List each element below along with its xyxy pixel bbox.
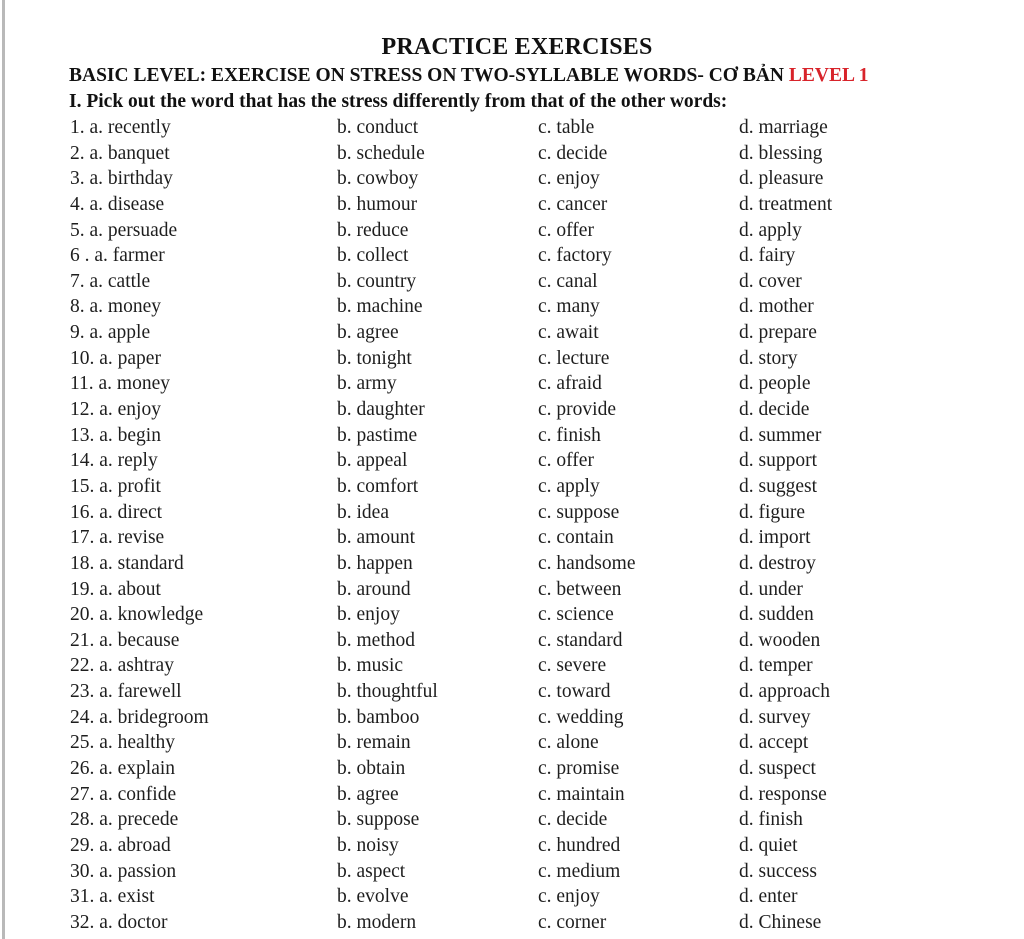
question-row xyxy=(0,705,1024,731)
question-list xyxy=(0,115,1024,936)
option-c: c. promise xyxy=(538,758,620,780)
option-c: c. cancer xyxy=(538,193,608,215)
option-c: c. lecture xyxy=(538,347,610,369)
question-row xyxy=(0,782,1024,808)
option-b: b. noisy xyxy=(337,834,399,856)
option-c: c. standard xyxy=(538,629,623,651)
option-c: c. many xyxy=(538,296,600,318)
option-a: 16. a. direct xyxy=(70,501,163,523)
option-a: 14. a. reply xyxy=(70,450,158,472)
question-row xyxy=(0,628,1024,654)
option-b: b. thoughtful xyxy=(337,681,438,703)
option-b: b. modern xyxy=(337,911,417,933)
question-row xyxy=(0,218,1024,244)
option-d: d. blessing xyxy=(739,142,823,164)
option-a: 9. a. apple xyxy=(70,322,151,344)
option-a: 12. a. enjoy xyxy=(70,399,161,421)
option-d: d. people xyxy=(739,373,811,395)
option-a: 4. a. disease xyxy=(70,193,165,215)
option-d: d. pleasure xyxy=(739,168,824,190)
option-b: b. tonight xyxy=(337,347,412,369)
option-a: 25. a. healthy xyxy=(70,732,176,754)
option-d: d. quiet xyxy=(739,834,798,856)
option-a: 13. a. begin xyxy=(70,424,161,446)
option-d: d. Chinese xyxy=(739,911,822,933)
level-badge: LEVEL 1 xyxy=(788,65,869,86)
question-row xyxy=(0,423,1024,449)
option-b: b. remain xyxy=(337,732,411,754)
question-row xyxy=(0,910,1024,936)
option-b: b. cowboy xyxy=(337,168,419,190)
option-d: d. support xyxy=(739,450,817,472)
option-a: 5. a. persuade xyxy=(70,219,178,241)
question-row xyxy=(0,371,1024,397)
question-row xyxy=(0,346,1024,372)
option-d: d. summer xyxy=(739,424,822,446)
option-b: b. machine xyxy=(337,296,423,318)
option-c: c. between xyxy=(538,578,622,600)
option-c: c. suppose xyxy=(538,501,620,523)
option-d: d. story xyxy=(739,347,798,369)
option-b: b. army xyxy=(337,373,397,395)
option-a: 22. a. ashtray xyxy=(70,655,174,677)
option-c: c. apply xyxy=(538,475,600,497)
option-c: c. afraid xyxy=(538,373,602,395)
option-d: d. destroy xyxy=(739,552,816,574)
option-c: c. await xyxy=(538,322,599,344)
option-a: 3. a. birthday xyxy=(70,168,173,190)
option-b: b. daughter xyxy=(337,399,425,421)
option-a: 26. a. explain xyxy=(70,758,176,780)
question-row xyxy=(0,243,1024,269)
option-d: d. marriage xyxy=(739,117,828,138)
option-b: b. bamboo xyxy=(337,706,420,728)
option-b: b. music xyxy=(337,655,404,677)
option-b: b. appeal xyxy=(337,450,408,472)
option-a: 19. a. about xyxy=(70,578,161,600)
question-row xyxy=(0,500,1024,526)
question-row xyxy=(0,679,1024,705)
question-row xyxy=(0,192,1024,218)
option-d: d. finish xyxy=(739,809,803,831)
option-c: c. severe xyxy=(538,655,607,677)
question-row xyxy=(0,653,1024,679)
option-b: b. happen xyxy=(337,552,413,574)
option-c: c. decide xyxy=(538,142,608,164)
option-b: b. conduct xyxy=(337,117,419,138)
page-title: PRACTICE EXERCISES xyxy=(381,34,653,60)
option-b: b. agree xyxy=(337,322,399,344)
option-a: 23. a. farewell xyxy=(70,681,182,703)
option-d: d. prepare xyxy=(739,322,817,344)
option-c: c. maintain xyxy=(538,783,625,805)
question-row xyxy=(0,859,1024,885)
option-a: 24. a. bridegroom xyxy=(70,706,209,728)
level-subtitle xyxy=(69,64,869,88)
question-row xyxy=(0,448,1024,474)
option-c: c. enjoy xyxy=(538,168,600,190)
question-row xyxy=(0,577,1024,603)
question-row xyxy=(0,551,1024,577)
option-d: d. fairy xyxy=(739,245,796,267)
option-b: b. method xyxy=(337,629,415,651)
option-d: d. survey xyxy=(739,706,811,728)
option-b: b. pastime xyxy=(337,424,418,446)
option-b: b. comfort xyxy=(337,475,419,497)
option-b: b. around xyxy=(337,578,411,600)
option-d: d. decide xyxy=(739,399,810,421)
option-c: c. provide xyxy=(538,399,616,421)
option-c: c. offer xyxy=(538,219,594,241)
option-b: b. schedule xyxy=(337,142,425,164)
option-d: d. wooden xyxy=(739,629,821,651)
option-b: b. aspect xyxy=(337,860,406,882)
option-d: d. success xyxy=(739,860,817,882)
question-row xyxy=(0,602,1024,628)
option-d: d. suggest xyxy=(739,475,817,497)
option-a: 15. a. profit xyxy=(70,475,161,497)
option-c: c. handsome xyxy=(538,552,636,574)
option-c: c. decide xyxy=(538,809,608,831)
option-b: b. country xyxy=(337,270,417,292)
option-a: 17. a. revise xyxy=(70,527,165,549)
option-c: c. toward xyxy=(538,681,611,703)
option-a: 8. a. money xyxy=(70,296,161,318)
option-d: d. approach xyxy=(739,681,830,703)
option-d: d. suspect xyxy=(739,758,816,780)
option-a: 18. a. standard xyxy=(70,552,184,574)
question-row xyxy=(0,756,1024,782)
option-a: 30. a. passion xyxy=(70,860,177,882)
option-b: b. suppose xyxy=(337,809,420,831)
subtitle-text: BASIC LEVEL: EXERCISE ON STRESS ON TWO-SYLLABLE WORDS- CƠ BẢN xyxy=(69,65,789,86)
option-d: d. apply xyxy=(739,219,802,241)
option-d: d. treatment xyxy=(739,193,833,215)
option-a: 10. a. paper xyxy=(70,347,161,369)
option-c: c. hundred xyxy=(538,834,621,856)
option-b: b. humour xyxy=(337,193,418,215)
option-a: 20. a. knowledge xyxy=(70,604,204,626)
option-c: c. finish xyxy=(538,424,601,446)
option-a: 21. a. because xyxy=(70,629,180,651)
question-row xyxy=(0,730,1024,756)
question-row xyxy=(0,397,1024,423)
option-c: c. table xyxy=(538,117,595,138)
option-b: b. collect xyxy=(337,245,409,267)
option-c: c. alone xyxy=(538,732,599,754)
question-row xyxy=(0,269,1024,295)
option-d: d. accept xyxy=(739,732,809,754)
option-c: c. wedding xyxy=(538,706,624,728)
option-d: d. cover xyxy=(739,270,802,292)
option-a: 27. a. confide xyxy=(70,783,177,805)
option-d: d. import xyxy=(739,527,811,549)
option-c: c. enjoy xyxy=(538,886,600,908)
question-row xyxy=(0,294,1024,320)
option-c: c. factory xyxy=(538,245,612,267)
option-d: d. temper xyxy=(739,655,813,677)
option-a: 28. a. precede xyxy=(70,809,179,831)
option-c: c. contain xyxy=(538,527,614,549)
question-row xyxy=(0,141,1024,167)
question-row xyxy=(0,166,1024,192)
option-b: b. enjoy xyxy=(337,604,400,626)
option-d: d. sudden xyxy=(739,604,814,626)
option-d: d. mother xyxy=(739,296,814,318)
question-row xyxy=(0,884,1024,910)
option-c: c. canal xyxy=(538,270,598,292)
question-row xyxy=(0,833,1024,859)
option-a: 32. a. doctor xyxy=(70,911,168,933)
option-a: 29. a. abroad xyxy=(70,834,171,856)
question-row xyxy=(0,320,1024,346)
option-b: b. obtain xyxy=(337,758,406,780)
option-b: b. amount xyxy=(337,527,415,549)
option-a: 11. a. money xyxy=(70,373,171,395)
option-c: c. offer xyxy=(538,450,594,472)
option-a: 6 . a. farmer xyxy=(70,245,165,267)
option-a: 7. a. cattle xyxy=(70,270,151,292)
option-b: b. agree xyxy=(337,783,399,805)
option-a: 2. a. banquet xyxy=(70,142,170,164)
option-d: d. response xyxy=(739,783,827,805)
option-b: b. reduce xyxy=(337,219,409,241)
option-d: d. figure xyxy=(739,501,806,523)
option-c: c. medium xyxy=(538,860,621,882)
question-row xyxy=(0,807,1024,833)
option-c: c. corner xyxy=(538,911,607,933)
question-row xyxy=(0,115,1024,141)
question-row xyxy=(0,525,1024,551)
option-b: b. idea xyxy=(337,501,389,523)
option-d: d. enter xyxy=(739,886,798,908)
question-row xyxy=(0,474,1024,500)
exercise-instruction: I. Pick out the word that has the stress differently from that of the other words: xyxy=(69,91,728,112)
option-b: b. evolve xyxy=(337,886,409,908)
option-c: c. science xyxy=(538,604,614,626)
option-a: 1. a. recently xyxy=(70,117,171,138)
option-d: d. under xyxy=(739,578,803,600)
option-a: 31. a. exist xyxy=(70,886,155,908)
